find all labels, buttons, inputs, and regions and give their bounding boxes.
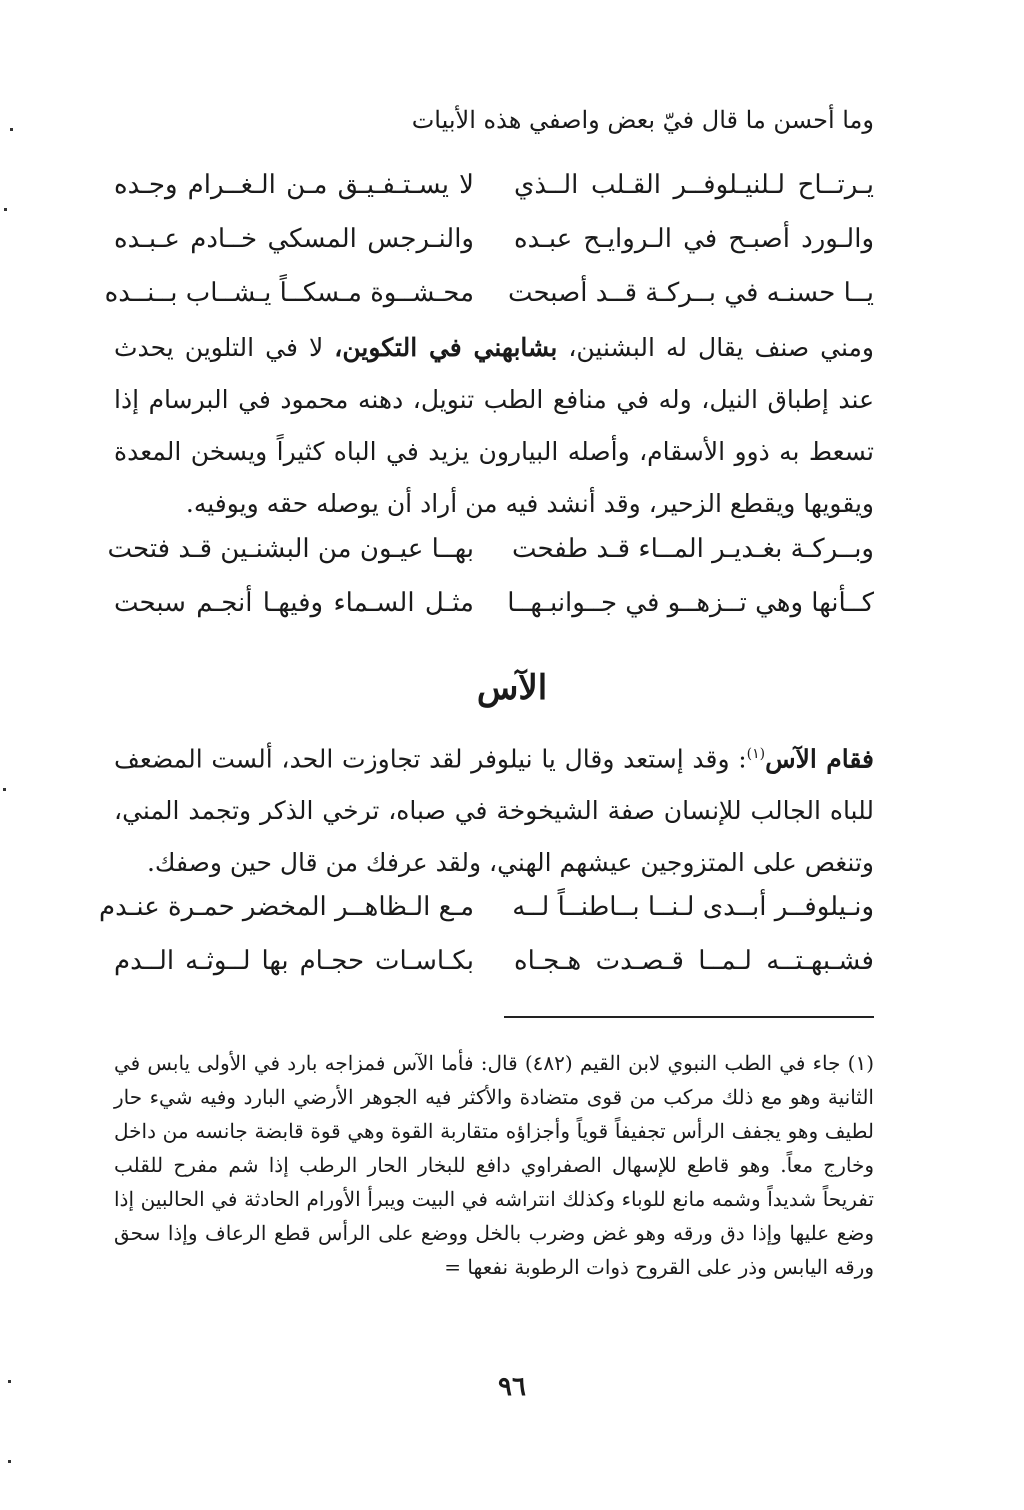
verse-hemistich-left: مثـل السـماء وفيهـا أنجـم سبحت (114, 588, 474, 618)
verse-line (98, 880, 874, 934)
paragraph-text: لا في التلوين يحدث عند إطباق النيل، وله في منافع الطب تنويل، دهنه محمود في البرسام إذا تسعط به ذوو الأسقام، وأصله البيارون يزيد في الباه كثيراً ويسخن المعدة ويقويها ويقطع الزحير، وقد أنشد فيه من أراد أن يوصله حقه ويوفيه. (114, 333, 874, 518)
paragraph-text: ومني صنف يقال له البشنين، (568, 333, 874, 362)
verse-hemistich-left: بكـاسـات حجـام بها لــوثـه الــدم (114, 946, 474, 976)
verse-line (114, 576, 874, 630)
scan-speck (10, 128, 13, 131)
footnote: (١) جاء في الطب النبوي لابن القيم (٤٨٢) قال: فأما الآس فمزاجه بارد في الأولى يابس في الثانية وهو مع ذلك مركب من قوى متضادة والأكثر فيه الجوهر الأرضي البارد وفيه شيء حار لطيف وهو يجفف الرأس تجفيفاً قوياً وأجزاؤه متقاربة القوة وهي قوة قابضة جانسه من داخل وخارج معاً. وهو قاطع للإسهال الصفراوي دافع للبخار الحار الرطب إذا شم مفرح للقلب تفريحاً شديداً وشمه مانع للوباء وكذلك انتراشه في البيت ويبرأ الأورام الحادثة في الحالبين إذا وضع عليها وإذا دق ورقه وهو غض وضرب بالخل ووضع على الرأس قطع الرعاف وإذا سحق ورقه اليابس وذر على القروح ذوات الرطوبة نفعها = (114, 1051, 874, 1279)
paragraph-bold-text: بشابهني في التكوين، (334, 333, 558, 362)
paragraph-bashnin (114, 322, 874, 530)
verse-hemistich-right: يــا حسنـه في بــركـة قــد أصبحت (507, 278, 874, 308)
verse-line (114, 934, 874, 988)
verse-line (114, 212, 874, 266)
verse-hemistich-right: والـورد أصبـح في الـروايـح عبـده (514, 224, 874, 254)
verse-hemistich-left: محـشــوة مـسكــاً يـشــاب بــنــده (104, 278, 474, 308)
verse-hemistich-right: فشـبهـتــه لـمــا قـصـدت هـجـاه (514, 946, 874, 976)
verse-hemistich-right: كــأنها وهي تــزهــو في جــوانبـهــا (507, 588, 874, 618)
footnote-divider (504, 1016, 874, 1018)
paragraph-bold-text: فقام الآس (765, 744, 874, 774)
poem-1 (104, 158, 874, 320)
verse-hemistich-left: والنـرجس المسكي خــادم عـبـده (114, 224, 474, 254)
verse-hemistich-left: لا يسـتـفـيـق مـن الـغــرام وجـده (114, 170, 474, 200)
verse-hemistich-right: يـرتــاح لـلنيـلوفــر القـلب الــذي (514, 170, 874, 200)
scan-speck (8, 1460, 11, 1463)
verse-hemistich-right: وبــركـة بغـديـر المــاء قـد طفحت (511, 534, 874, 564)
footnote-marker: (١) (746, 746, 766, 762)
paragraph-myrtle (114, 728, 874, 889)
poem-2 (107, 522, 874, 630)
section-heading: الآس (476, 668, 548, 708)
verse-line (114, 158, 874, 212)
verse-hemistich-left: بهــا عيـون من البشنـين قـد فتحت (107, 534, 474, 564)
intro-line: وما أحسن ما قال فيّ بعض واصفي هذه الأبيات (411, 106, 874, 134)
verse-line (104, 266, 874, 320)
verse-hemistich-right: ونـيلوفــر أبــدى لـنــا بــاطنــاً لــه (512, 892, 874, 922)
scan-speck (8, 1380, 11, 1383)
paragraph-text: : وقد إستعد وقال يا نيلوفر لقد تجاوزت الحد، ألست المضعف للباه الجالب للإنسان صفة الشيخوخة في صباه، ترخي الذكر وتجمد المني، وتنغص على المتزوجين عيشهم الهني، ولقد عرفك من قال حين وصفك. (114, 744, 874, 878)
page-number: ٩٦ (498, 1372, 526, 1402)
scan-speck (3, 788, 6, 791)
poem-3 (98, 880, 874, 988)
scan-speck (4, 208, 7, 211)
verse-line (107, 522, 874, 576)
verse-hemistich-left: مـع الـظاهــر المخضر حمـرة عنـدم (98, 892, 474, 922)
